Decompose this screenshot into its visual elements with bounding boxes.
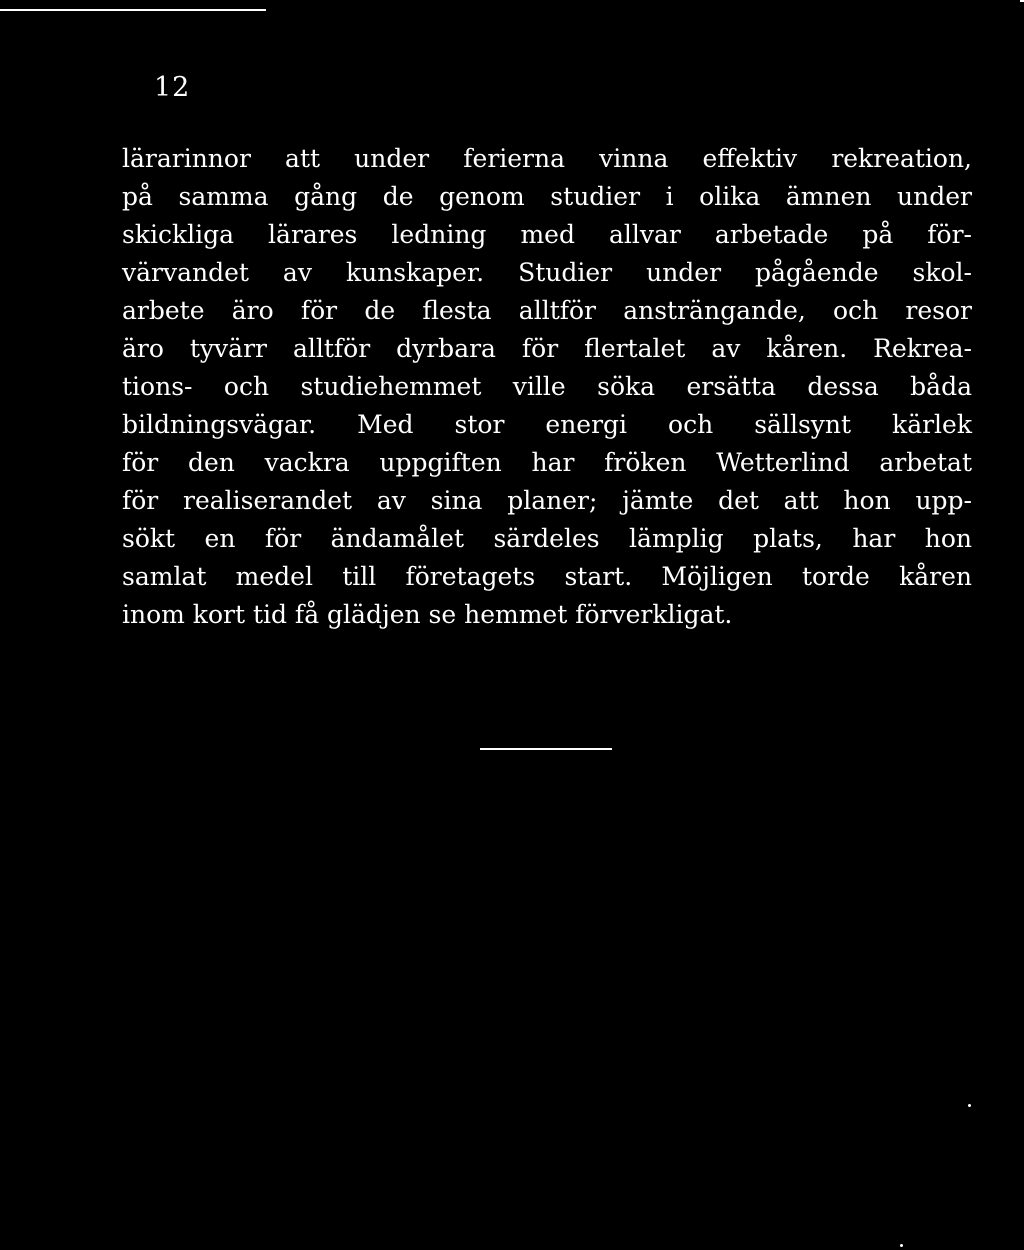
text-line: bildningsvägar. Med stor energi och sällsynt kärlek (122, 410, 972, 439)
text-line: samlat medel till företagets start. Möjligen torde kåren (122, 562, 972, 591)
right-edge-mark (1020, 0, 1024, 2)
page-number: 12 (154, 72, 191, 103)
body-paragraph (122, 140, 972, 634)
top-rule (0, 9, 266, 11)
text-line: för den vackra uppgiften har fröken Wetterlind arbetat (122, 448, 972, 477)
text-line: äro tyvärr alltför dyrbara för flertalet av kåren. Rekrea- (122, 334, 972, 363)
text-line: tions- och studiehemmet ville söka ersätta dessa båda (122, 372, 972, 401)
text-line: för realiserandet av sina planer; jämte det att hon upp- (122, 486, 972, 515)
text-line: arbete äro för de flesta alltför ansträngande, och resor (122, 296, 972, 325)
text-line: skickliga lärares ledning med allvar arbetade på för- (122, 220, 972, 249)
text-line: på samma gång de genom studier i olika ämnen under (122, 182, 972, 211)
text-line: sökt en för ändamålet särdeles lämplig plats, har hon (122, 524, 972, 553)
scan-speck (968, 1104, 971, 1107)
text-line: värvandet av kunskaper. Studier under pågående skol- (122, 258, 972, 287)
text-line: inom kort tid få glädjen se hemmet förverkligat. (122, 600, 733, 629)
text-line: lärarinnor att under ferierna vinna effektiv rekreation, (122, 144, 972, 173)
end-of-text-rule (480, 748, 612, 750)
scan-speck (900, 1244, 903, 1247)
